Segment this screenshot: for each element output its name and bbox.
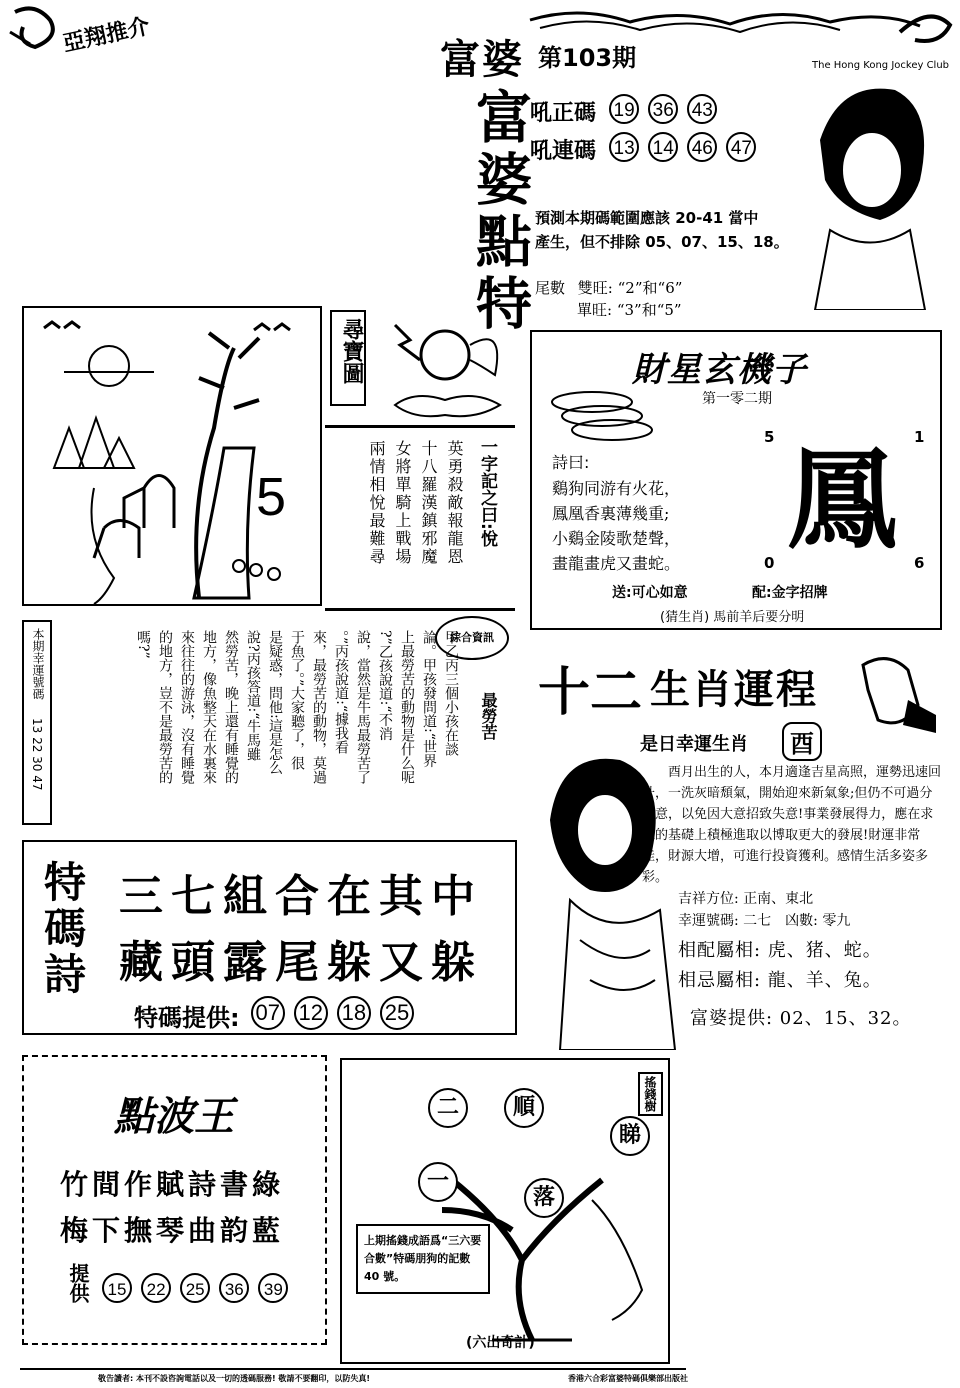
poem-title: 詩曰: — [552, 453, 590, 472]
special-poem-side-title: 特碼詩 — [38, 860, 87, 998]
treasure-map-box — [22, 306, 322, 606]
story-column: 于魚了。”大家聽了，很 — [289, 630, 305, 771]
footer-right: 香港六合彩富婆特碼俱樂部出版社 — [568, 1374, 688, 1383]
ball: 36 — [219, 1273, 249, 1303]
riddle-line: 女將單騎上戰場 — [393, 440, 412, 566]
story-column: 來，最勞苦的動物，莫過 — [311, 630, 327, 784]
poem-line: 鷄狗同游有火花， — [552, 479, 681, 498]
lucky-animal: 酉 — [782, 722, 822, 761]
riddle-line: 兩情相悅最難尋 — [367, 440, 386, 566]
issue-number: 第103期 — [538, 44, 637, 72]
money-tree-note: 上期搖錢成語爲“三六要合數”特碼朋狗的記數 40 號。 — [356, 1224, 490, 1294]
ball: 15 — [102, 1273, 132, 1303]
story-column: 的地方，豈不是最勞苦的 — [157, 630, 173, 784]
ball: 22 — [141, 1273, 171, 1303]
fist-icon — [848, 645, 938, 735]
ball: 13 — [609, 132, 639, 162]
lucky-animal-label: 是日幸運生肖 — [640, 734, 748, 755]
money-tree-box — [340, 1058, 670, 1364]
fortune-poem — [552, 476, 680, 576]
treasure-title-box — [330, 310, 366, 406]
corner-number: 5 — [764, 428, 775, 446]
tree-fruit: 睇 — [610, 1116, 650, 1156]
story-column: 論。甲孩發問道:“世界 — [421, 630, 437, 768]
footer-rule — [20, 1368, 686, 1370]
landscape-illustration — [24, 308, 320, 604]
story-title: 最勞苦 — [479, 692, 498, 740]
main-numbers — [530, 94, 721, 127]
money-tree-caption: (六出奇計) — [466, 1335, 535, 1351]
riddle-heading: 一字記之曰:悅 — [477, 438, 497, 547]
ball: 25 — [380, 996, 414, 1030]
tree-fruit: 一 — [418, 1162, 458, 1202]
main-numbers-label: 吼正碼 — [530, 101, 597, 126]
special-provide-label: 特碼提供: — [134, 1004, 240, 1032]
tree-fruit: 順 — [504, 1088, 544, 1128]
tail-numbers — [535, 277, 682, 321]
connect-numbers-label: 吼連碼 — [530, 139, 597, 164]
special-poem-box — [22, 840, 517, 1035]
ball: 25 — [180, 1273, 210, 1303]
ball: 43 — [687, 94, 717, 124]
ball: 46 — [687, 132, 717, 162]
fortune-box — [530, 330, 942, 630]
story-column: 。”丙孩說道:“據我看 — [333, 630, 349, 755]
story-column: 嗎?” — [135, 630, 151, 659]
wave-king-box — [22, 1055, 327, 1345]
lucky-line: 本期幸運號碼 — [31, 628, 45, 700]
vertical-title: 富婆點特 — [467, 88, 533, 336]
story-box — [75, 620, 515, 830]
ball: 18 — [337, 996, 371, 1030]
zodiac-provide: 富婆提供: 02、15、32。 — [690, 1008, 912, 1029]
footer-left: 敬告讀者: 本刊不設咨詢電話以及一切的透碼服務! 敬請不要翻印，以防失真! — [98, 1374, 371, 1383]
club-name: The Hong Kong Jockey Club — [812, 60, 950, 71]
riddle-line: 英勇殺敵報龍恩 — [445, 440, 464, 566]
fortune-note: (猜生肖) 馬前羊后要分明 — [660, 610, 805, 625]
pair-label: 配:金字招牌 — [752, 585, 828, 601]
give-label: 送:可心如意 — [612, 585, 688, 601]
zodiac-paragraph: 酉月出生的人，本月適逢吉星高照，運勢迅速回升，一洗灰暗頹氣，開始迎來新氣象;但仍不可過分大意，以免因大意招致失意!事業發展得力，應在求穩的基礎上積極進取以博取更大的發展!財運非常佳，財源大增，可進行投資獲利。感情生活多姿多彩。 — [642, 765, 942, 885]
word-riddle-scroll — [325, 425, 515, 611]
even-value: “2”和“6” — [617, 279, 683, 297]
story-column: ?”乙孩說道:“不消 — [377, 630, 393, 741]
ball: 36 — [648, 94, 678, 124]
ball: 07 — [251, 996, 285, 1030]
story-column: 說?丙孩答道:“牛馬雖 — [245, 630, 261, 762]
story-column: 來往往的游泳，沒有睡覺 — [179, 630, 195, 784]
woman-portrait — [800, 80, 940, 310]
ball: 14 — [648, 132, 678, 162]
zodiac-title: 生肖運程 — [650, 666, 818, 713]
even-label: 雙旺: — [577, 279, 613, 297]
zodiac-direction: 吉祥方位: 正南、東北 — [678, 891, 814, 907]
corner-label: 亞翔推介 — [60, 14, 153, 57]
ball: 12 — [294, 996, 328, 1030]
wave-king-provide-label: 提供 — [66, 1263, 90, 1303]
prediction-line: 產生，但不排除 05、07、15、18。 — [535, 233, 789, 251]
logo-text: 富婆 — [440, 36, 524, 83]
treasure-title: 尋寶圖 — [339, 318, 364, 384]
poem-line: 畫龍畫虎又畫蛇。 — [552, 554, 681, 573]
corner-number: 6 — [914, 554, 925, 572]
poem-line: 小鷄金陵歌楚聲， — [552, 529, 681, 548]
corner-number: 0 — [764, 554, 775, 572]
prediction-line: 預測本期碼範圍應該 20-41 當中 — [535, 209, 759, 227]
treasure-digit: 5 — [256, 467, 287, 527]
special-poem-line: 藏頭露尾躲又躲 — [119, 937, 483, 988]
zodiac-match: 相配屬相: 虎、猪、蛇。 — [678, 940, 882, 961]
fortune-issue: 第一零二期 — [702, 391, 772, 407]
tree-fruit: 落 — [524, 1178, 564, 1218]
fortune-title: 財星玄機子 — [632, 350, 807, 390]
prediction — [535, 206, 789, 254]
lucky-numbers-box — [22, 620, 52, 825]
wave-king-balls — [102, 1273, 292, 1303]
story-column: 說，當然是牛馬最勞苦了 — [355, 630, 371, 784]
phoenix-character: 鳳 — [787, 435, 897, 564]
story-column: 然勞苦，晚上還有睡覺的 — [223, 630, 239, 784]
wave-king-line: 竹間作賦詩書綠 — [60, 1168, 285, 1201]
odd-label: 單旺: — [577, 301, 613, 319]
cupid-illustration — [375, 305, 515, 425]
ball: 19 — [609, 94, 639, 124]
special-poem-line: 三七組合在其中 — [119, 871, 483, 922]
zodiac-section — [530, 640, 950, 1060]
money-tree-tag: 搖錢樹 — [638, 1072, 663, 1116]
zodiac-title-prefix: 十二 — [538, 663, 643, 723]
special-provide — [134, 996, 418, 1033]
tree-fruit: 二 — [428, 1088, 468, 1128]
poem-line: 鳳凰香裏薄幾重; — [552, 504, 670, 523]
ball: 47 — [726, 132, 756, 162]
story-column: 地方，像魚整天在水裏來 — [201, 630, 217, 784]
ball: 39 — [258, 1273, 288, 1303]
corner-number: 1 — [914, 428, 925, 446]
connect-numbers — [530, 132, 760, 165]
zodiac-lucky-nums: 幸運號碼: 二七 凶數: 零九 — [678, 913, 851, 929]
odd-value: “3”和“5” — [616, 301, 682, 319]
wave-king-title: 點波王 — [114, 1094, 234, 1140]
header — [0, 0, 960, 83]
story-column: 甲乙丙三個小孩在談 — [443, 630, 459, 756]
wave-king-line: 梅下撫琴曲韵藍 — [60, 1214, 285, 1247]
story-column: 是疑惑，問他:這是怎么 — [267, 630, 283, 775]
lucky-line: 13 22 30 47 — [30, 718, 44, 791]
story-tag-text: 綜合資訊 — [450, 631, 494, 644]
riddle-line: 十八羅漢鎮邪魔 — [419, 440, 438, 566]
tail-label: 尾數 — [535, 279, 566, 297]
zodiac-avoid: 相忌屬相: 龍、羊、兔。 — [678, 970, 882, 991]
story-column: 上最勞苦的動物是什么呢 — [399, 630, 415, 784]
